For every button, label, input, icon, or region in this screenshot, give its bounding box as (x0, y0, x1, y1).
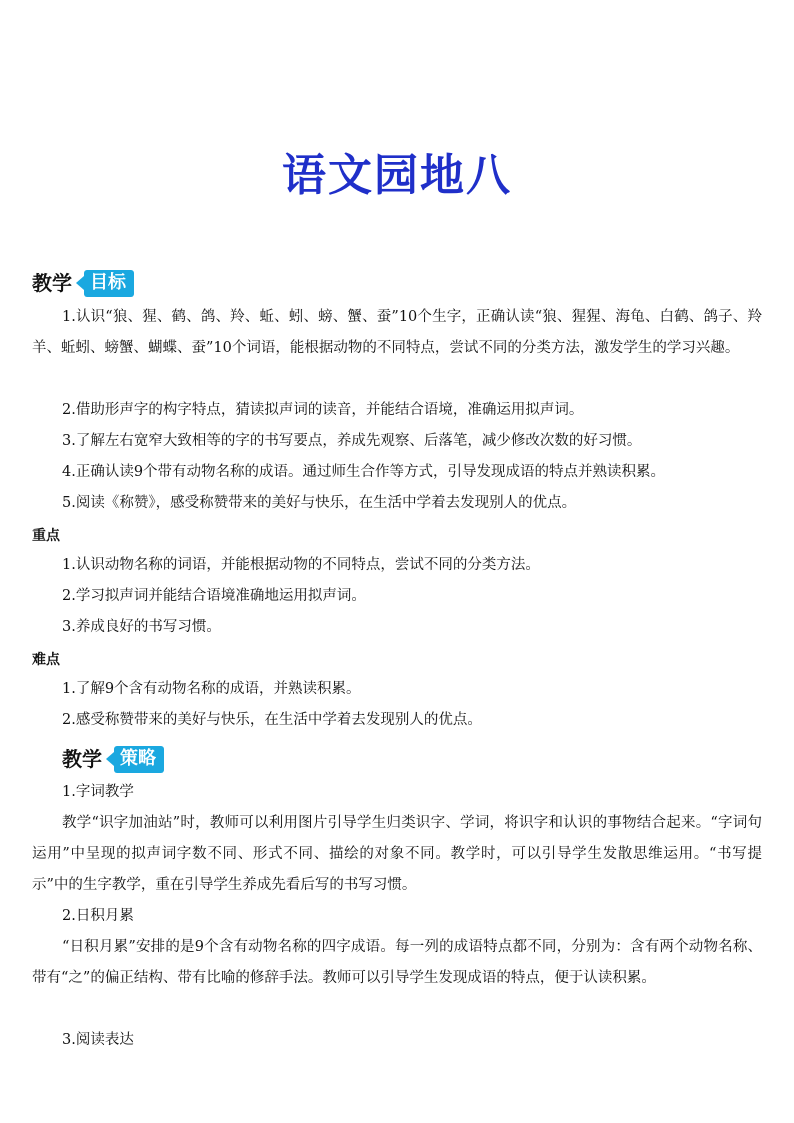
difficulties-label: 难点 (32, 652, 60, 668)
key-point-item-1: 1.认识动物名称的词语，并能根据动物的不同特点，尝试不同的分类方法。 (62, 557, 540, 573)
goal-item-3: 3.了解左右宽窄大致相等的字的书写要点，养成先观察、后落笔，减少修改次数的好习惯。 (62, 433, 642, 449)
key-point-item-3: 3.养成良好的书写习惯。 (62, 619, 221, 635)
strategy-2-title: 2.日积月累 (62, 908, 134, 924)
key-point-item-2: 2.学习拟声词并能结合语境准确地运用拟声词。 (62, 588, 366, 604)
goal-item-2: 2.借助形声字的构字特点，猜读拟声词的读音，并能结合语境，准确运用拟声词。 (62, 402, 584, 418)
strategy-heading-tag (106, 746, 164, 773)
difficulty-item-1: 1.了解9个含有动物名称的成语，并熟读积累。 (62, 681, 361, 697)
difficulty-item-2: 2.感受称赞带来的美好与快乐，在生活中学着去发现别人的优点。 (62, 712, 482, 728)
tag-arrow-icon (106, 752, 114, 766)
key-points-label: 重点 (32, 528, 60, 544)
tag-arrow-icon (76, 276, 84, 290)
strategy-1-body: 教学“识字加油站”时，教师可以利用图片引导学生归类识字、学词，将识字和认识的事物结合起来。“字词句运用”中呈现的拟声词字数不同、形式不同、描绘的对象不同。教学时，可以引导学生发散思维运用。“书写提示”中的生字教学，重在引导学生养成先看后写的书写习惯。 (32, 815, 762, 893)
strategy-heading-tag-text: 策略 (114, 746, 164, 773)
goal-item-5: 5.阅读《称赞》，感受称赞带来的美好与快乐，在生活中学着去发现别人的优点。 (62, 495, 577, 511)
page-title: 语文园地八 (282, 150, 512, 201)
goals-heading (32, 268, 134, 298)
strategy-heading (62, 744, 164, 774)
goal-item-1: 1.认识“狼、猩、鹤、鸽、羚、蚯、蚓、螃、蟹、蚕”10个生字，正确认读“狼、猩猩、海龟、白鹤、鸽子、羚羊、蚯蚓、螃蟹、蝴蝶、蚕”10个词语，能根据动物的不同特点，尝试不同的分类方法，激发学生的学习兴趣。 (32, 309, 762, 356)
goal-item-4: 4.正确认读9个带有动物名称的成语。通过师生合作等方式，引导发现成语的特点并熟读积累。 (62, 464, 666, 480)
goals-heading-tag-text: 目标 (84, 270, 134, 297)
goals-heading-tag (76, 270, 134, 297)
strategy-3-title: 3.阅读表达 (62, 1032, 134, 1048)
strategy-1-title: 1.字词教学 (62, 784, 134, 800)
goals-heading-label: 教学 (32, 271, 72, 295)
strategy-2-body: “日积月累”安排的是9个含有动物名称的四字成语。每一列的成语特点都不同，分别为：含有两个动物名称、带有“之”的偏正结构、带有比喻的修辞手法。教师可以引导学生发现成语的特点，便于认读积累。 (32, 939, 762, 986)
strategy-heading-label: 教学 (62, 747, 102, 771)
